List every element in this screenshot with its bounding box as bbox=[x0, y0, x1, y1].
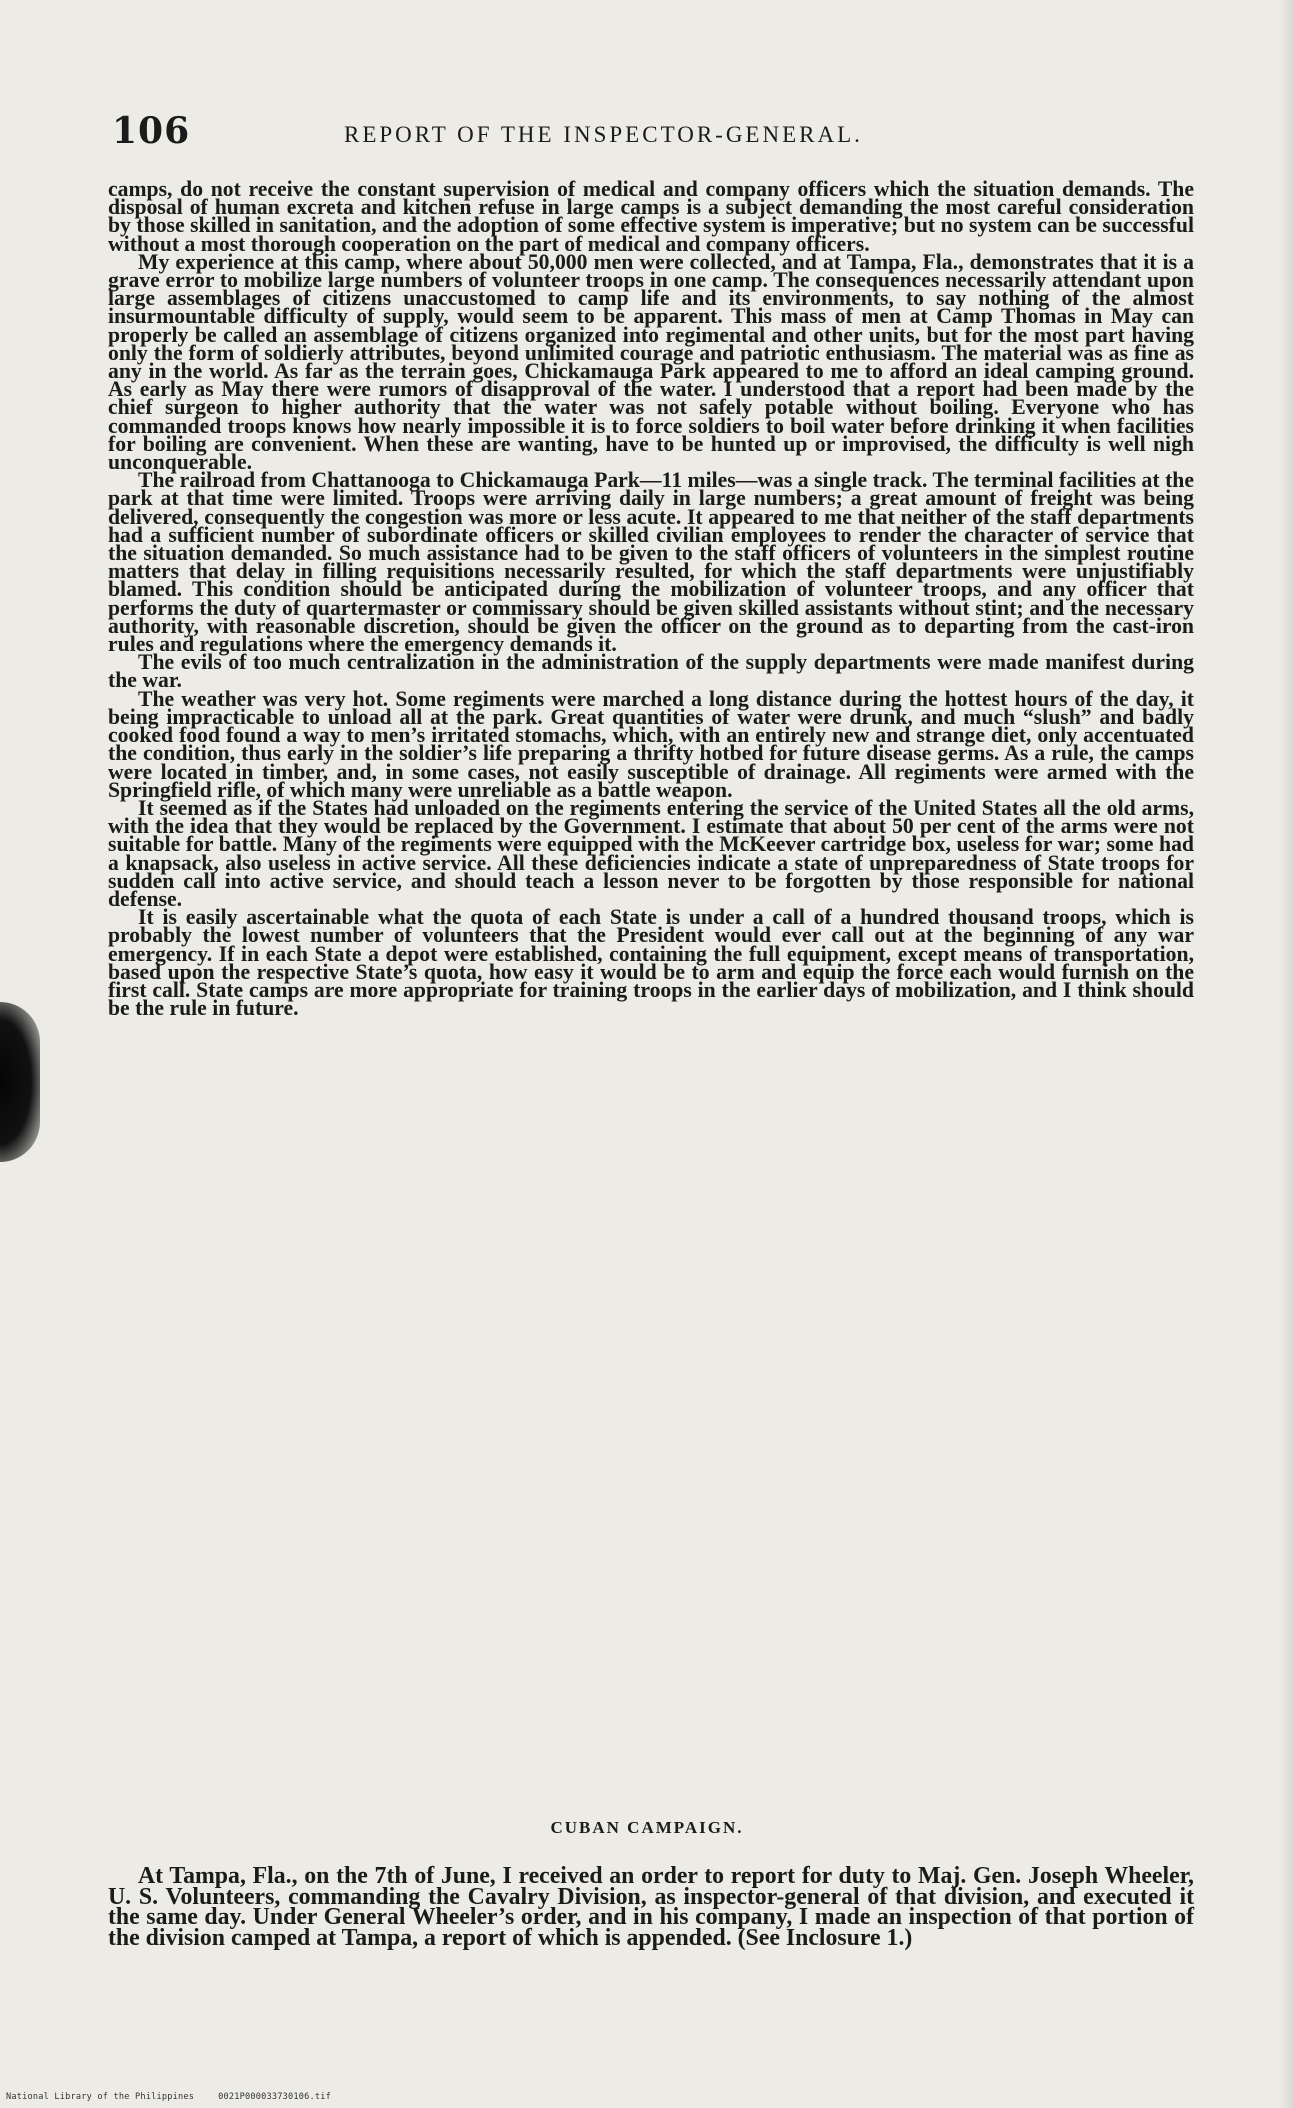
paragraph-camp-experience: My experience at this camp, where about 50,000 men were collected, and at Tampa, Fla., demonstrates that it is a grave error to mobilize large numbers of volunteer troops in one camp. The consequences necessarily attendant upon large assemblages of citizens unaccustomed to camp life and its environments, to say nothing of the almost insurmountable difficulty of supply, would seem to be apparent. This mass of men at Camp Thomas in May can properly be called an assemblage of citizens organized into regimental and other units, but for the most part having only the form of soldierly attributes, beyond unlimited courage and patriotic enthusiasm. The material was as fine as any in the world. As far as the terrain goes, Chickamauga Park appeared to me to afford an ideal camping ground. As early as May there were rumors of disapproval of the water. I understood that a report had been made by the chief surgeon to higher authority that the water was not safely potable without boiling. Everyone who has commanded troops knows how nearly impossible it is to force soldiers to boil water before drinking it when facilities for boiling are convenient. When these are wanting, have to be hunted up or improvised, the difficulty is well nigh unconquerable. bbox=[108, 249, 1194, 475]
cuban-campaign-body bbox=[108, 1863, 1194, 1951]
page-header bbox=[112, 110, 1192, 166]
paragraph-tampa-order: At Tampa, Fla., on the 7th of June, I received an order to report for duty to Maj. Gen. Joseph Wheeler, U. S. Volunteers, commanding the Cavalry Division, as inspector-general of that division, and executed it the same day. Under General Wheeler’s order, and in his company, I made an inspection of that portion of the division camped at Tampa, a report of which is appended. (See Inclosure 1.) bbox=[108, 1863, 1194, 1951]
scan-footer bbox=[6, 2092, 331, 2102]
paragraph-weather: The weather was very hot. Some regiments were marched a long distance during the hottest hours of the day, it being impracticable to unload all at the park. Great quantities of water were drunk, and much “slush” and badly cooked food found a way to men’s irritated stomachs, which, with an entirely new and strange diet, only accentuated the condition, thus early in the soldier’s life preparing a thrifty hotbed for future disease germs. As a rule, the camps were located in timber, and, in some cases, not easily susceptible of drainage. All regiments were armed with the Springfield rifle, of which many were unreliable as a battle weapon. bbox=[108, 686, 1194, 802]
report-body bbox=[108, 177, 1194, 1021]
page-edge-shadow bbox=[1280, 0, 1294, 2108]
paragraph-state-quota: It is easily ascertainable what the quota of each State is under a call of a hundred thousand troops, which is probably the lowest number of volunteers that the President would ever call out at the beginning of any war emergency. If in each State a depot were established, containing the full equipment, except means of transportation, based upon the respective State’s quota, how easy it would be to arm and equip the force each would furnish on the first call. State camps are more appropriate for training troops in the earlier days of mobilization, and I think should be the rule in future. bbox=[108, 905, 1194, 1021]
paragraph-old-arms: It seemed as if the States had unloaded on the regiments entering the service of the United States all the old arms, with the idea that they would be replaced by the Government. I estimate that about 50 per cent of the arms were not suitable for battle. Many of the regiments were equipped with the McKeever cartridge box, useless for war; some had a knapsack, also useless in active service. All these deficiencies indicate a state of unpreparedness of State troops for sudden call into active service, and should teach a lesson never to be forgotten by those responsible for national defense. bbox=[108, 795, 1194, 911]
footer-file-id: 0021P000033730106.tif bbox=[218, 2092, 331, 2102]
paragraph-centralization: The evils of too much centralization in the administration of the supply departments were made manifest during the war. bbox=[108, 650, 1194, 693]
section-heading-cuban-campaign: CUBAN CAMPAIGN. bbox=[550, 1818, 744, 1837]
paragraph-camp-supervision: camps, do not receive the constant supervision of medical and company officers which the situation demands. The disposal of human excreta and kitchen refuse in large camps is a subject demanding the most careful consideration by those skilled in sanitation, and the adoption of some effective system is imperative; but no system can be successful without a most thorough cooperation on the part of medical and company officers. bbox=[108, 177, 1194, 256]
footer-library-name: National Library of the Philippines bbox=[6, 2092, 195, 2102]
paragraph-railroad: The railroad from Chattanooga to Chickamauga Park—11 miles—was a single track. The terminal facilities at the park at that time were limited. Troops were arriving daily in large numbers; a great amount of freight was being delivered, consequently the congestion was more or less acute. It appeared to me that neither of the staff departments had a sufficient number of subordinate officers or skilled civilian employees to render the character of service that the situation demanded. So much assistance had to be given to the staff officers of volunteers in the simplest routine matters that delay in filling requisitions necessarily resulted, for which the staff departments were unjustifiably blamed. This condition should be anticipated during the mobilization of volunteer troops, and any officer that performs the duty of quartermaster or commissary should be given skilled assistants without stint; and the necessary authority, with reasonable discretion, should be given the officer on the ground as to departing from the cast-iron rules and regulations where the emergency demands it. bbox=[108, 468, 1194, 657]
running-head: REPORT OF THE INSPECTOR-GENERAL. bbox=[344, 122, 863, 147]
page-number: 106 bbox=[112, 110, 191, 152]
scan-thumb-shadow bbox=[0, 1002, 40, 1162]
